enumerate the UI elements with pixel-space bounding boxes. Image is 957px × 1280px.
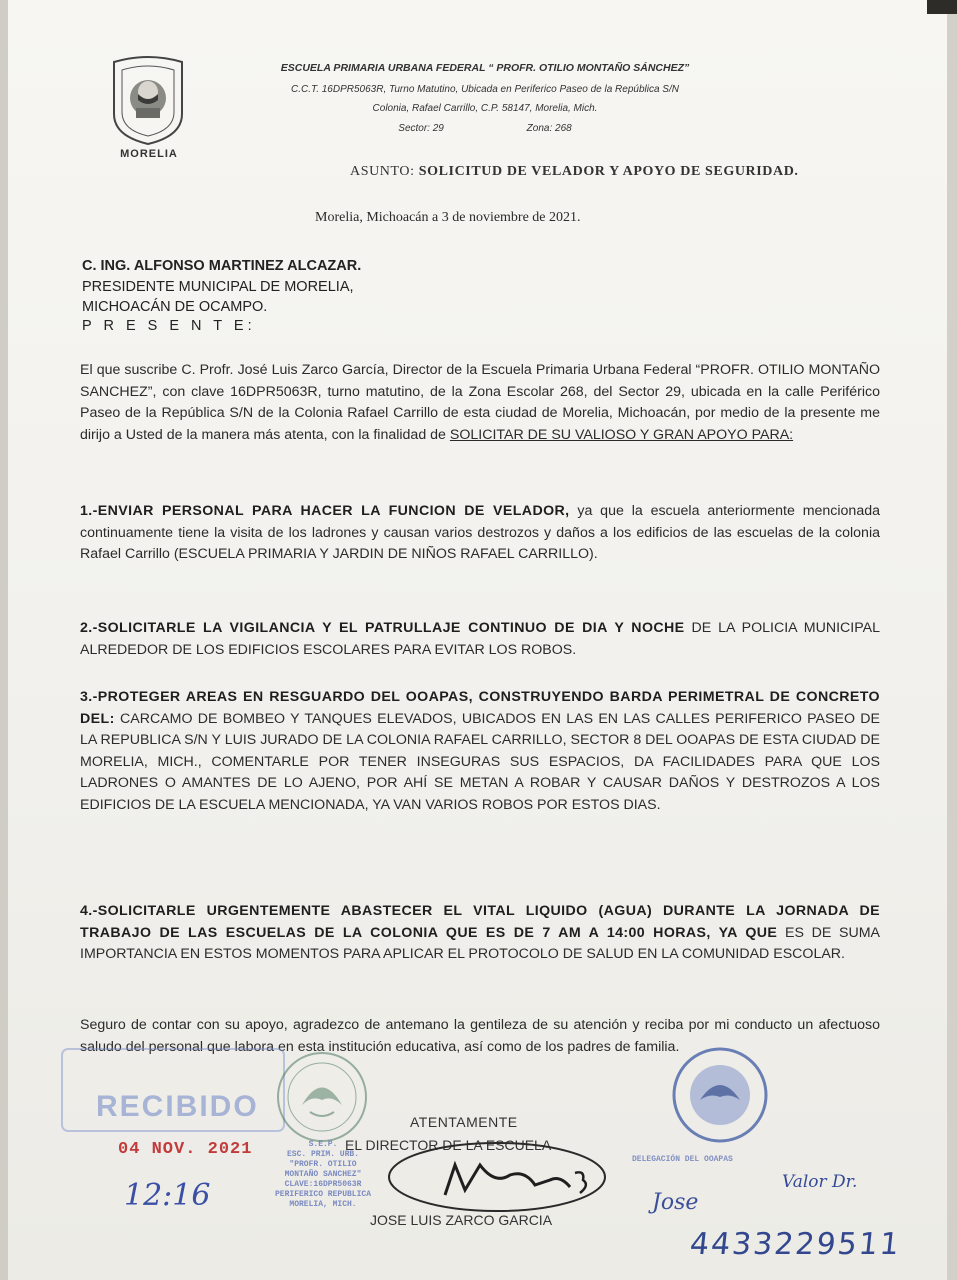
closing-paragraph: Seguro de contar con su apoyo, agradezco de antemano la gentileza de su atención y reciba por mi conducto un afectuoso saludo del personal que labora en esta institución educativa, así como de los padres de familia.: [80, 1017, 880, 1055]
sep-eagle-seal-icon: [272, 1050, 372, 1145]
request-3-text: CARCAMO DE BOMBEO Y TANQUES ELEVADOS, UBICADOS EN LAS EN LAS CALLES PERIFERICO PASEO DE LA REPUBLICA S/N Y LUIS JURADO DE LA COLONIA RAFAEL CARRILLO, SECTOR 8 DEL OOAPAS DE ESTA CIUDAD DE MORELIA, MICH., COMENTARLE POR TENER INSEGURAS SUS ESPACIOS, DA FACILIDADES PARA QUE LOS LADRONES O AMANTES DE LO AJENO, POR AHÍ SE METAN A ROBAR Y CAUSAR DAÑOS Y DESTROZOS A LOS EDIFICIOS DE LA ESCUELA MENCIONADA, YA VAN VARIOS ROBOS POR ESTOS DIAS.: [80, 710, 880, 813]
request-4-text: ES DE SUMA IMPORTANCIA EN ESTOS MOMENTOS PARA APLICAR EL PROTOCOLO DE SALUD EN LA COMUNIDAD ESCOLAR.: [80, 924, 880, 963]
request-1-title: 1.-ENVIAR PERSONAL PARA HACER LA FUNCION DE VELADOR,: [80, 503, 570, 519]
page-edge-left: [0, 0, 8, 1280]
zona-label: Zona: 268: [526, 123, 572, 134]
school-stamp-text: S.E.P. ESC. PRIM. URB. "PROFR. OTILIO MONTAÑO SANCHEZ" CLAVE:16DPR5063R PERIFERICO REPUBLICA MORELIA, MICH.: [274, 1140, 371, 1209]
request-2-title: 2.-SOLICITARLE LA VIGILANCIA Y EL PATRULLAJE CONTINUO DE DIA Y NOCHE: [80, 620, 685, 636]
handwritten-received-time: 12:16: [124, 1178, 211, 1213]
request-3-title: 3.-PROTEGER AREAS EN RESGUARDO DEL OOAPAS, CONSTRUYENDO BARDA PERIMETRAL DE CONCRETO DEL:: [80, 689, 880, 727]
request-2-text: DE LA POLICIA MUNICIPAL ALREDEDOR DE LOS EDIFICIOS ESCOLARES PARA EVITAR LOS ROBOS.: [80, 620, 880, 658]
received-date-stamp: 04 NOV. 2021: [118, 1140, 253, 1159]
intro-text: El que suscribe C. Profr. José Luis Zarco García, Director de la Escuela Primaria Urbana Federal “PROFR. OTILIO MONTAÑO SANCHEZ”, con clave 16DPR5063R, turno matutino, de la Zona Escolar 268, del Sector 29, ubicada en la calle Periférico Paseo de la República S/N de la Colonia Rafael Carrillo de esta ciudad de Morelia, Michoacán, por medio de la presente me dirijo a Usted de la manera más atenta, con la finalidad de: [80, 362, 880, 443]
addressee-presente: P R E S E N T E:: [82, 318, 256, 334]
handwritten-initials: Jose: [652, 1190, 699, 1215]
page-edge-right: [947, 0, 957, 1280]
addressee-name: C. ING. ALFONSO MARTINEZ ALCAZAR.: [82, 258, 362, 274]
request-1: [80, 501, 880, 566]
subject-text: SOLICITUD DE VELADOR Y APOYO DE SEGURIDAD.: [418, 164, 799, 179]
handwritten-note: Valor Dr.: [782, 1172, 858, 1192]
subject-label: ASUNTO:: [350, 164, 415, 179]
request-3: [80, 687, 880, 817]
signer-role: EL DIRECTOR DE LA ESCUELA: [345, 1137, 552, 1153]
background-corner: [927, 0, 957, 14]
letter-date: Morelia, Michoacán a 3 de noviembre de 2021.: [315, 210, 581, 225]
signer-name: JOSE LUIS ZARCO GARCIA: [370, 1212, 553, 1228]
sector-label: Sector: 29: [398, 123, 444, 134]
subject-line: [350, 164, 799, 180]
intro-paragraph: [80, 360, 880, 446]
closing-atentamente: ATENTAMENTE: [410, 1114, 518, 1130]
addressee-title: PRESIDENTE MUNICIPAL DE MORELIA,: [82, 279, 354, 295]
seal-city-label: MORELIA: [120, 148, 178, 160]
addressee-state: MICHOACÁN DE OCAMPO.: [82, 299, 268, 315]
school-address-line: Colonia, Rafael Carrillo, C.P. 58147, Morelia, Mich.: [372, 103, 598, 114]
school-seal-icon: [108, 54, 188, 146]
ooapas-seal-icon: [665, 1045, 775, 1145]
ooapas-stamp-text: DELEGACIÓN DEL OOAPAS: [632, 1155, 733, 1164]
received-stamp-label: RECIBIDO: [96, 1090, 259, 1123]
school-cct-line: C.C.T. 16DPR5063R, Turno Matutino, Ubicada en Periferico Paseo de la República S/N: [291, 84, 679, 95]
school-name: ESCUELA PRIMARIA URBANA FEDERAL “ PROFR. OTILIO MONTAÑO SÁNCHEZ”: [280, 62, 690, 74]
intro-underlined: SOLICITAR DE SU VALIOSO Y GRAN APOYO PARA:: [449, 426, 794, 443]
request-1-text: ya que la escuela anteriormente mencionada continuamente tiene la visita de los ladrones y causan varios destrozos y daños a los edificios de las escuelas de la colonia Rafael Carrillo (ESCUELA PRIMARIA Y JARDIN DE NIÑOS RAFAEL CARRILLO).: [80, 503, 880, 563]
request-4-title: 4.-SOLICITARLE URGENTEMENTE ABASTECER EL VITAL LIQUIDO (AGUA) DURANTE LA JORNADA DE TRABAJO DE LAS ESCUELAS DE LA COLONIA QUE ES DE 7 AM A 14:00 HORAS, YA QUE: [80, 903, 880, 941]
handwritten-phone: 4433229511: [688, 1227, 903, 1262]
request-4: [80, 901, 880, 966]
request-2: [80, 618, 880, 661]
school-sector-zone: [235, 123, 735, 134]
